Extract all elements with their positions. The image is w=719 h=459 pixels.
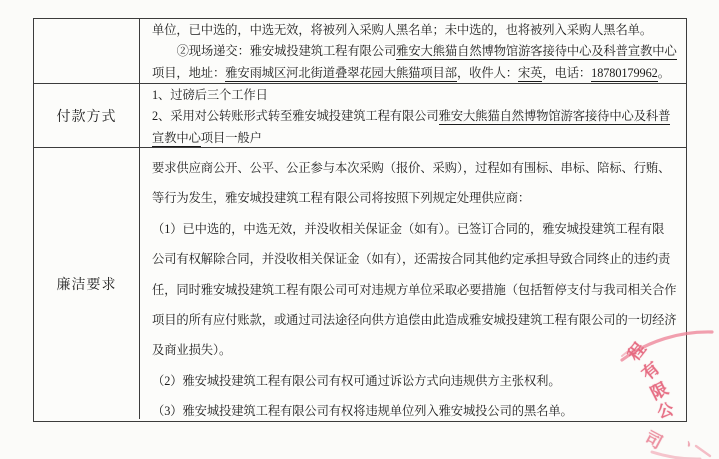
text-segment: 要求供应商公开、公平、公正参与本次采购（报价、采购），过程如有围标、串标、陪标、行贿、: [152, 161, 671, 175]
table-row-payment: [34, 83, 686, 147]
seal-character: 有: [638, 358, 664, 384]
text-line: [152, 128, 678, 147]
text-line: [152, 41, 678, 62]
text-line: [152, 366, 678, 396]
text-segment: 等行为发生，雅安城投建筑工程有限公司将按照下列规定处理供应商：: [152, 191, 531, 206]
text-line: [152, 85, 678, 106]
text-segment: ，收件人：: [456, 65, 518, 80]
text-line: [152, 214, 678, 244]
underlined-text: 雅安大熊猫自然博物馆游客接待中心及科普: [438, 109, 671, 124]
text-line: [152, 396, 678, 419]
table-row-integrity: [34, 147, 686, 419]
underlined-text: 雅安大熊猫自然博物馆游客接待中心及科普宣教中心: [396, 44, 677, 59]
text-segment: 。: [657, 65, 670, 80]
text-line: [152, 275, 678, 305]
contract-terms-table: [33, 18, 687, 422]
text-segment: （1）已中选的，中选无效，并没收相关保证金（如有）。已签订合同的，雅安城投建筑工程有限: [152, 221, 665, 236]
table-row-continuation: [34, 19, 686, 83]
underlined-text: 宣教中心: [152, 130, 201, 145]
text-line: [152, 20, 678, 41]
row-content-integrity: [140, 148, 686, 419]
integrity-requirements-label: 廉洁要求: [34, 148, 140, 419]
text-segment: （2）雅安城投建筑工程有限公司有权可通过诉讼方式向违规供方主张权利。: [152, 373, 561, 388]
seal-character: 公: [655, 401, 676, 422]
text-line: [152, 335, 678, 365]
text-segment: 及商业损失）。: [152, 343, 232, 358]
underlined-text: 18780179962: [591, 65, 658, 80]
row-content-payment: [140, 84, 686, 147]
row-label-cell-empty: [34, 19, 140, 83]
text-line: [152, 63, 678, 83]
row-content-delivery: [140, 19, 686, 83]
text-segment: （3）雅安城投建筑工程有限公司有权将违规单位列入雅安城投公司的黑名单。: [152, 404, 573, 419]
text-segment: 项目一般户: [200, 130, 262, 145]
text-segment: 1、过磅后三个工作日: [152, 88, 268, 102]
text-line: [152, 244, 678, 274]
seal-character: 限: [647, 378, 672, 404]
seal-character: 司: [641, 427, 666, 453]
text-segment: 单位，已中选的，中选无效，将被列入采购人黑名单；未中选的，也将被列入采购人黑名单。: [152, 23, 653, 37]
payment-method-label: 付款方式: [34, 84, 140, 147]
text-segment: 公司有权解除合同，并没收相关保证金（如有），还需按合同其他约定承担导致合同终止的违约责: [152, 252, 671, 267]
text-segment: 2、采用对公转账形式转至雅安城投建筑工程有限公司: [152, 109, 439, 124]
text-segment: ②现场递交：雅安城投建筑工程有限公司: [176, 44, 397, 59]
text-line: [152, 183, 678, 213]
seal-character: 、: [683, 433, 706, 456]
seal-character: 程: [624, 339, 650, 365]
text-line: [152, 106, 678, 127]
underlined-text: 宋英: [517, 65, 543, 80]
text-segment: ，电话：: [542, 65, 592, 80]
text-segment: 任，同时雅安城投建筑工程有限公司可对违规方单位采取必要措施（包括暂停支付与我司相关合作: [152, 282, 677, 297]
text-segment: 项目的所有应付账款，或通过司法途径向供方追偿由此造成雅安城投建筑工程有限公司的一切经济: [152, 313, 677, 328]
text-line: [152, 305, 678, 335]
text-line: [152, 153, 678, 183]
underlined-text: 雅安雨城区河北街道叠翠花园大熊猫项目部: [225, 65, 457, 80]
text-segment: 项目，地址：: [152, 65, 226, 80]
